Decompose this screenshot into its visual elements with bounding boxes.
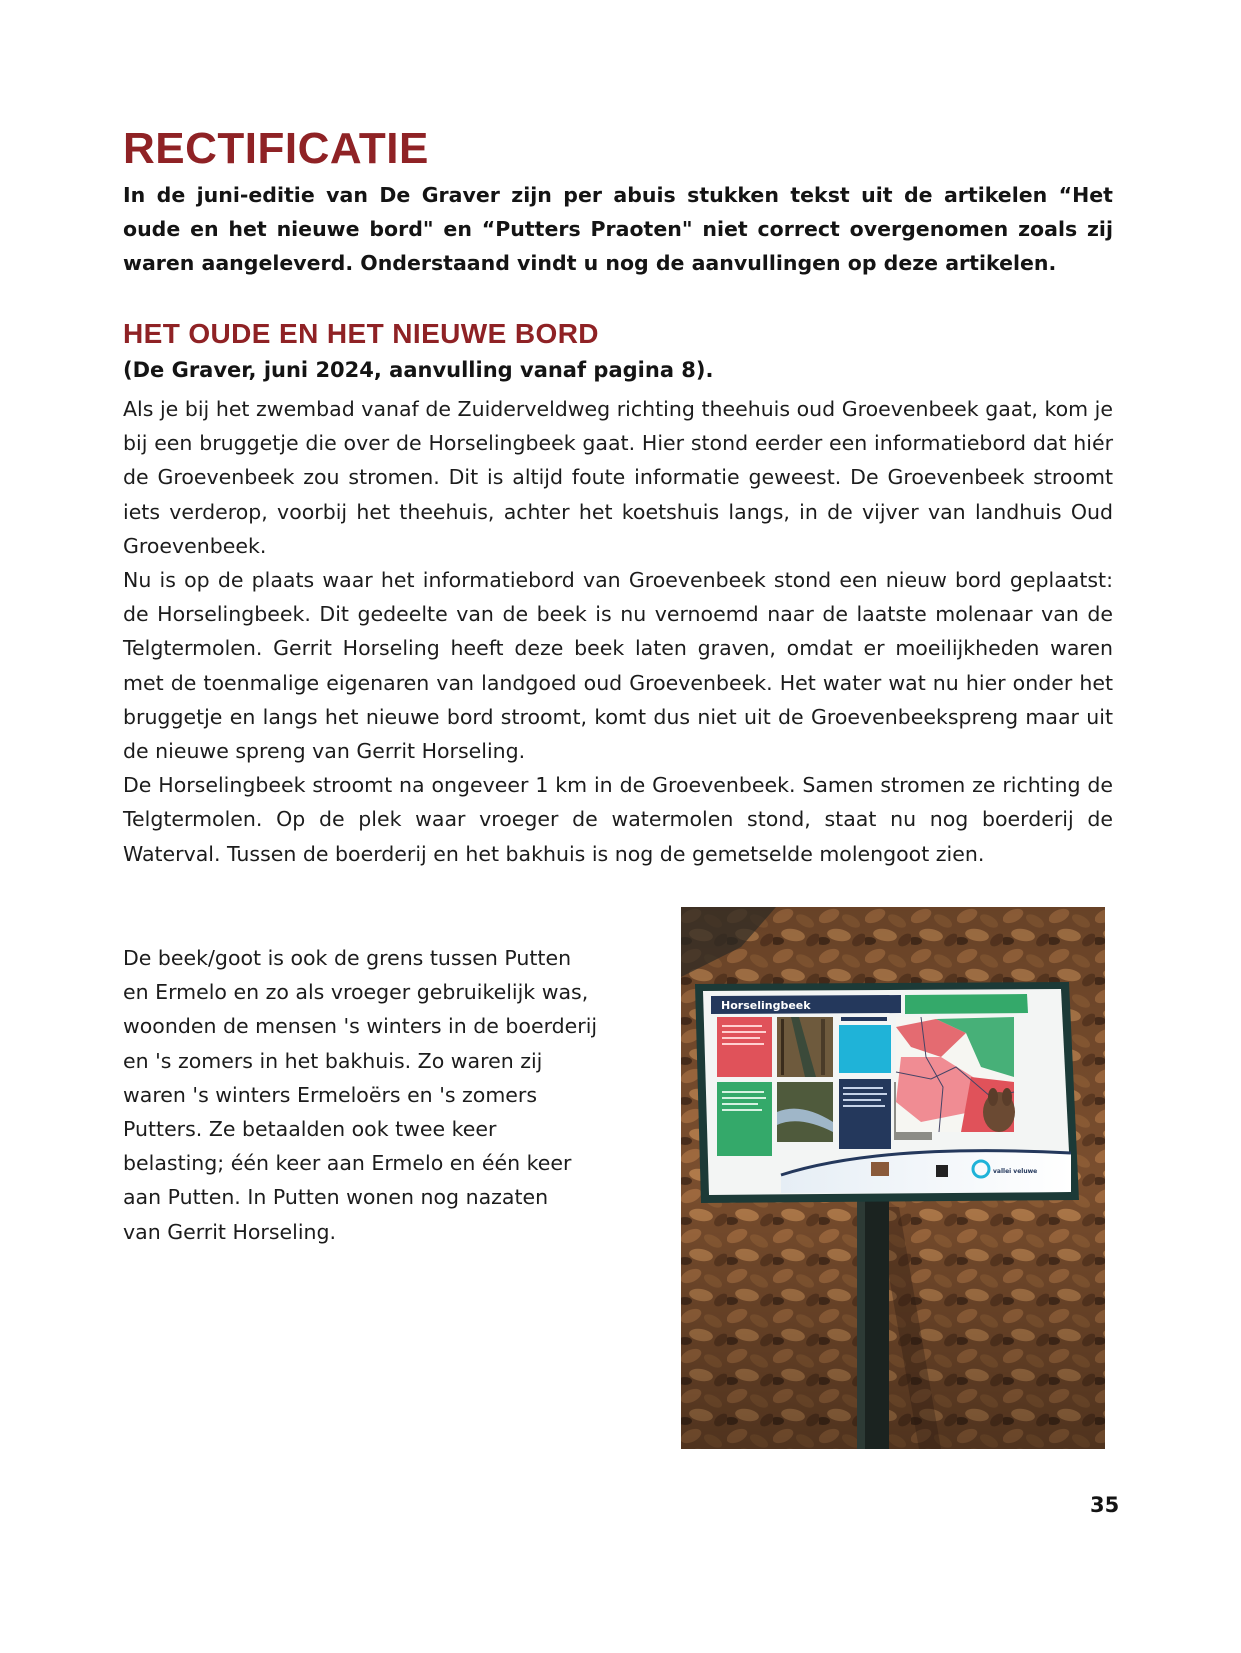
logo-text: vallei veluwe (993, 1168, 1038, 1175)
page-number: 35 (1090, 1493, 1120, 1517)
article-body (123, 392, 1113, 871)
qr-code-icon (936, 1165, 948, 1177)
paragraph: Als je bij het zwembad vanaf de Zuiderveldweg richting theehuis oud Groevenbeek gaat, kom je bij een bruggetje die over de Horselingbeek gaat. Hier stond eerder een informatiebord dat hiér de Groevenbeek zou stromen. Dit is altijd foute informatie geweest. De Groevenbeek stroomt iets verderop, voorbij het theehuis, achter het koetshuis langs, in de vijver van landhuis Oud Groevenbeek. (123, 397, 1113, 558)
text-line: van Gerrit Horseling. (123, 1219, 337, 1244)
text-line: De beek/goot is ook de grens tussen Putten (123, 946, 572, 970)
side-paragraph (123, 941, 668, 1249)
text-line: en Ermelo en zo als vroeger gebruikelijk was, (123, 980, 589, 1005)
text-line: aan Putten. In Putten wonen nog nazaten (123, 1185, 549, 1210)
green-text-panel (717, 1082, 772, 1156)
text-line: woonden de mensen 's winters in de boerderij (123, 1014, 598, 1039)
paragraph: De Horselingbeek stroomt na ongeveer 1 km in de Groevenbeek. Samen stromen ze richting de Telgtermolen. Op de plek waar vroeger de watermolen stond, staat nu nog boerderij de Waterval. Tussen de boerderij en het bakhuis is nog de gemetselde molengoot zien. (123, 773, 1113, 866)
blue-text-panel (839, 1079, 891, 1149)
text-line: waren 's winters Ermeloërs en 's zomers (123, 1082, 538, 1107)
sign-title: Horselingbeek (721, 999, 811, 1012)
rectification-intro: In de juni-editie van De Graver zijn per abuis stukken tekst uit de artikelen “Het oude en het nieuwe bord" en “Putters Praoten" niet correct overgenomen zoals zij waren aangeleverd. Onderstaand vindt u nog de aanvullingen op deze artikelen. (123, 183, 1113, 275)
article-title: HET OUDE EN HET NIEUWE BORD (123, 318, 599, 349)
paragraph: Nu is op de plaats waar het informatiebord van Groevenbeek stond een nieuw bord geplaatst: de Horselingbeek. Dit gedeelte van de beek is nu vernoemd naar de laatste molenaar van de Telgtermolen. Gerrit Horseling heeft deze beek laten graven, omdat er moeilijkheden waren met de toenmalige eigenaren van landgoed oud Groevenbeek. Het water wat nu hier onder het bruggetje en langs het nieuwe bord stroomt, komt dus niet uit de Groevenbeekspreng maar uit de nieuwe spreng van Gerrit Horseling. (123, 568, 1113, 764)
text-line: Putters. Ze betaalden ook twee keer (123, 1117, 497, 1142)
information-sign-photo (681, 907, 1105, 1449)
page-title: RECTIFICATIE (123, 124, 429, 173)
text-line: en 's zomers in het bakhuis. Zo waren zij (123, 1048, 543, 1073)
cyan-panel (839, 1025, 891, 1073)
article-subtitle: (De Graver, juni 2024, aanvulling vanaf pagina 8). (123, 358, 714, 382)
text-line: belasting; één keer aan Ermelo en één keer (123, 1151, 572, 1176)
